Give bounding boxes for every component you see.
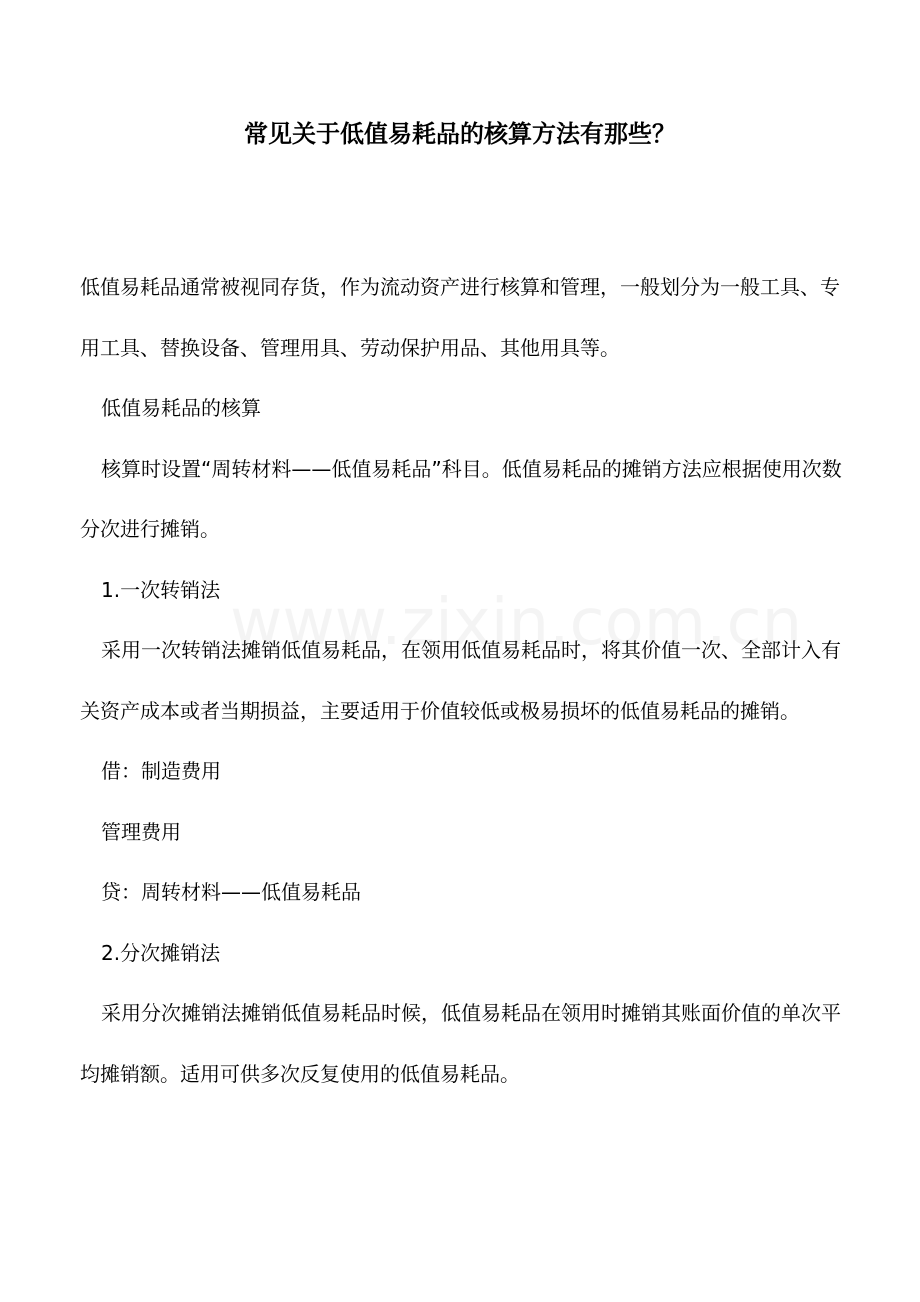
- paragraph-installment-method: 采用分次摊销法摊销低值易耗品时候，低值易耗品在领用时摊销其账面价值的单次平均摊销额。适用可供多次反复使用的低值易耗品。: [80, 1001, 841, 1086]
- journal-entry-debit-2: 管理费用: [101, 819, 181, 844]
- method-heading-installment: 2.分次摊销法: [101, 940, 221, 965]
- document-body: [80, 257, 842, 1104]
- paragraph-one-time-method: 采用一次转销法摊销低值易耗品，在领用低值易耗品时，将其价值一次、全部计入有关资产成本或者当期损益，主要适用于价值较低或极易损坏的低值易耗品的摊销。: [80, 638, 841, 723]
- paragraph-intro: 低值易耗品通常被视同存货，作为流动资产进行核算和管理，一般划分为一般工具、专用工具、替换设备、管理用具、劳动保护用品、其他用具等。: [80, 275, 840, 360]
- journal-entry-credit: 贷：周转材料——低值易耗品: [101, 880, 361, 904]
- section-heading-accounting: 低值易耗品的核算: [101, 396, 261, 420]
- paragraph-accounting-setup: 核算时设置“周转材料——低值易耗品”科目。低值易耗品的摊销方法应根据使用次数分次进行摊销。: [80, 456, 842, 541]
- document-title: 常见关于低值易耗品的核算方法有那些？: [244, 120, 676, 148]
- method-heading-one-time: 1.一次转销法: [101, 577, 221, 602]
- journal-entry-debit: 借：制造费用: [101, 759, 221, 783]
